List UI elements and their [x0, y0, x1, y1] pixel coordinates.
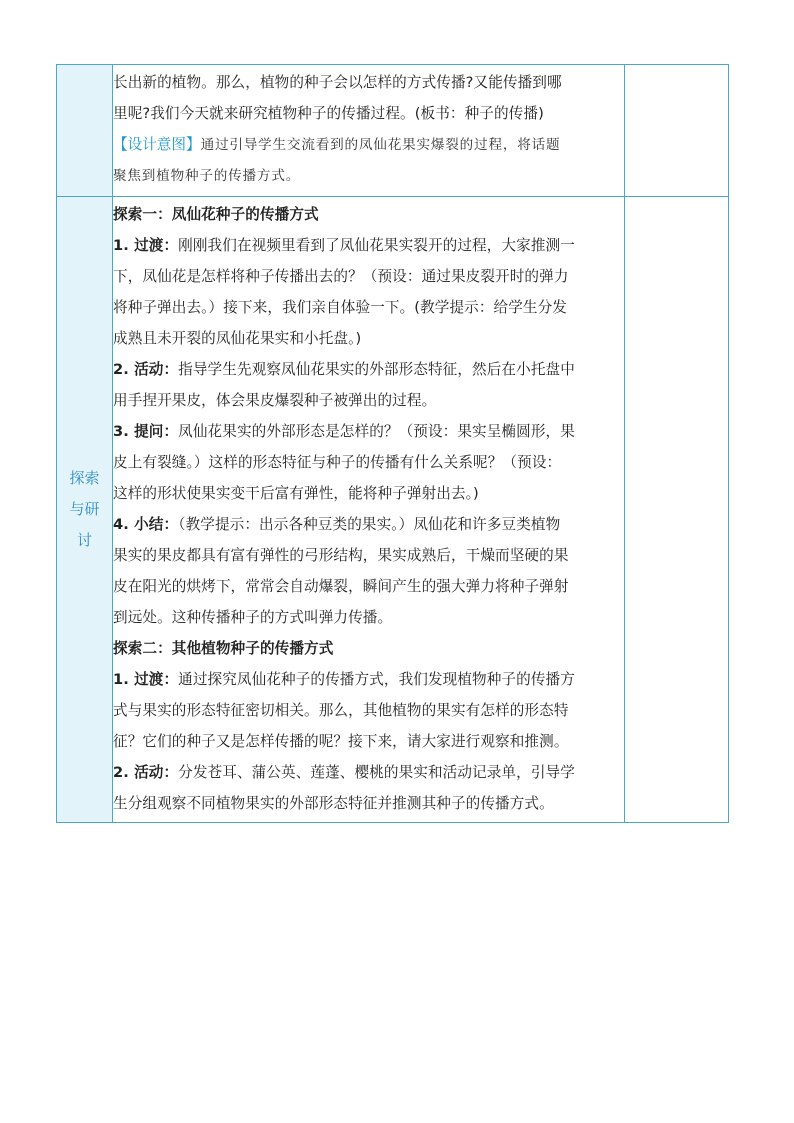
step-head: 3. 提问： — [113, 423, 179, 440]
section-title-explore-1: 探索一：凤仙花种子的传播方式 — [113, 206, 319, 223]
design-intent-tag: 【设计意图】 — [113, 136, 201, 153]
step-head: 2. 活动： — [113, 764, 179, 781]
text-line: 皮上有裂缝。）这样的形态特征与种子的传播有什么关系呢？（预设： — [113, 454, 562, 471]
text-line: 成熟且未开裂的凤仙花果实和小托盘。) — [113, 330, 362, 347]
side-label-line: 探索 — [69, 469, 100, 487]
side-label-line: 与研 — [69, 500, 100, 518]
note-cell-empty — [625, 197, 729, 823]
table-row-intro — [57, 65, 729, 197]
step-text: 通过探究凤仙花种子的传播方式，我们发现植物种子的传播方 — [178, 671, 575, 688]
text-line: 将种子弹出去。）接下来，我们亲自体验一下。(教学提示：给学生分发 — [113, 299, 568, 316]
text-line: 果实的果皮都具有富有弹性的弓形结构，果实成熟后，干燥而坚硬的果 — [113, 547, 569, 564]
content-cell-intro — [113, 65, 625, 197]
step-head: 4. 小结： — [113, 516, 179, 533]
step-paragraph — [113, 354, 624, 385]
step-paragraph — [113, 757, 624, 788]
step-paragraph — [113, 664, 624, 695]
step-paragraph — [113, 509, 624, 540]
text-line: 到远处。这种传播种子的方式叫弹力传播。 — [113, 609, 393, 626]
side-cell-empty — [57, 65, 113, 197]
text-line: 下，凤仙花是怎样将种子传播出去的？（预设：通过果皮裂开时的弹力 — [113, 268, 569, 285]
step-paragraph — [113, 416, 624, 447]
step-head: 1. 过渡： — [113, 671, 179, 688]
design-intent-line: 聚焦到植物种子的传播方式。 — [113, 168, 301, 184]
table-row-explore — [57, 197, 729, 823]
text-line: 用手捏开果皮，体会果皮爆裂种子被弹出的过程。 — [113, 392, 437, 409]
design-intent-text: 通过引导学生交流看到的凤仙花果实爆裂的过程，将话题 — [200, 137, 561, 153]
step-text: （教学提示：出示各种豆类的果实。）凤仙花和许多豆类植物 — [178, 516, 561, 533]
text-line: 皮在阳光的烘烤下，常常会自动爆裂，瞬间产生的强大弹力将种子弹射 — [113, 578, 569, 595]
design-intent-line — [113, 129, 624, 161]
step-text: 指导学生先观察凤仙花果实的外部形态特征，然后在小托盘中 — [178, 361, 575, 378]
text-line: 长出新的植物。那么，植物的种子会以怎样的方式传播?又能传播到哪 — [113, 74, 562, 91]
content-cell-explore — [113, 197, 625, 823]
text-line: 这样的形状使果实变干后富有弹性，能将种子弹射出去。) — [113, 485, 479, 502]
step-head: 1. 过渡： — [113, 237, 179, 254]
section-title-explore-2: 探索二：其他植物种子的传播方式 — [113, 640, 334, 657]
lesson-plan-table — [56, 64, 729, 823]
step-text: 凤仙花果实的外部形态是怎样的？（预设：果实呈椭圆形，果 — [178, 423, 575, 440]
side-label-line: 讨 — [76, 531, 92, 549]
text-line: 生分组观察不同植物果实的外部形态特征并推测其种子的传播方式。 — [113, 795, 554, 812]
step-text: 分发苍耳、蒲公英、莲蓬、樱桃的果实和活动记录单，引导学 — [178, 764, 575, 781]
step-paragraph — [113, 230, 624, 261]
step-head: 2. 活动： — [113, 361, 179, 378]
step-text: 刚刚我们在视频里看到了凤仙花果实裂开的过程，大家推测一 — [178, 237, 575, 254]
text-line: 式与果实的形态特征密切相关。那么，其他植物的果实有怎样的形态特 — [113, 702, 569, 719]
side-cell-explore — [57, 197, 113, 823]
note-cell-empty — [625, 65, 729, 197]
text-line: 里呢?我们今天就来研究植物种子的传播过程。(板书：种子的传播) — [113, 105, 544, 122]
side-label — [57, 463, 112, 556]
text-line: 征？它们的种子又是怎样传播的呢？接下来，请大家进行观察和推测。 — [113, 733, 569, 750]
